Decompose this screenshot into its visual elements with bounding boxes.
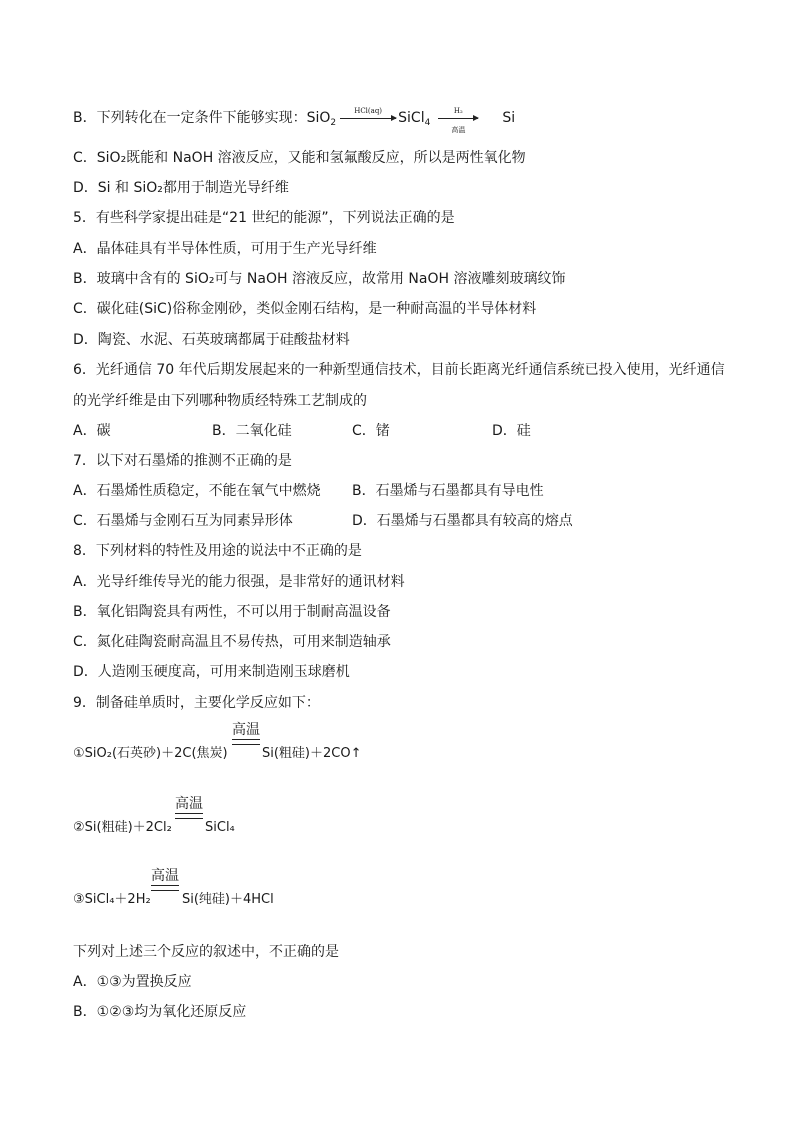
q4-option-b [73,106,516,134]
arrow-reagent-label: HCl(aq) [354,106,383,115]
q8-option-d: D．人造刚玉硬度高，可用来制造刚玉球磨机 [73,664,350,680]
reaction-arrow [340,106,396,119]
q6-option-d: D．硅 [492,423,531,439]
q6-stem-line1: 6．光纤通信 70 年代后期发展起来的一种新型通信技术，目前长距离光纤通信系统已投入使用，光纤通信 [73,362,725,378]
q6-option-a: A．碳 [73,423,111,439]
q5-option-b: B．玻璃中含有的 SiO₂可与 NaOH 溶液反应，故常用 NaOH 溶液雕刻玻璃纹饰 [73,271,566,287]
q9-ask: 下列对上述三个反应的叙述中，不正确的是 [73,944,339,960]
reaction-1-condition: 高温 [232,722,260,745]
subscript: 2 [330,118,337,128]
q6-stem-line2: 的光学纤维是由下列哪种物质经特殊工艺制成的 [73,393,367,409]
arrow-reagent-label: H₂ [453,106,463,115]
q7-stem: 7．以下对石墨烯的推测不正确的是 [73,453,292,469]
q5-stem: 5．有些科学家提出硅是“21 世纪的能源”，下列说法正确的是 [73,210,455,226]
arrow-condition-label: 高温 [451,125,466,134]
q5-option-d: D．陶瓷、水泥、石英玻璃都属于硅酸盐材料 [73,332,350,348]
q4-option-c: C．SiO₂既能和 NaOH 溶液反应，又能和氢氟酸反应，所以是两性氧化物 [73,150,526,166]
q4-option-d: D．Si 和 SiO₂都用于制造光导纤维 [73,180,289,196]
reaction-2-left: ②Si(粗硅)＋2Cl₂ [73,820,172,835]
reaction-arrow [438,106,478,134]
q5-option-a: A．晶体硅具有半导体性质，可用于生产光导纤维 [73,241,377,257]
q5-option-c: C．碳化硅(SiC)俗称金刚砂，类似金刚石结构，是一种耐高温的半导体材料 [73,301,537,317]
q9-stem: 9．制备硅单质时，主要化学反应如下： [73,695,320,711]
reaction-1-right: Si(粗硅)＋2CO↑ [262,746,362,761]
q7-option-a: A．石墨烯性质稳定，不能在氧气中燃烧 [73,483,321,499]
reaction-3-left: ③SiCl₄＋2H₂ [73,892,151,907]
reaction-3-right: Si(纯硅)＋4HCl [182,892,274,907]
q7-option-b: B．石墨烯与石墨都具有导电性 [352,483,544,499]
q4-option-b-mid: SiCl [398,110,425,126]
q8-stem: 8．下列材料的特性及用途的说法中不正确的是 [73,543,362,559]
reaction-3-condition: 高温 [151,868,179,891]
q9-option-b: B．①②③均为氧化还原反应 [73,1004,247,1020]
q4-option-b-end: Si [502,110,516,126]
q7-option-d: D．石墨烯与石墨都具有较高的熔点 [352,513,573,529]
q8-option-b: B．氧化铝陶瓷具有两性，不可以用于制耐高温设备 [73,604,391,620]
q6-option-c: C．锗 [352,423,390,439]
q8-option-c: C．氮化硅陶瓷耐高温且不易传热，可用来制造轴承 [73,634,391,650]
q7-option-c: C．石墨烯与金刚石互为同素异形体 [73,513,293,529]
q4-option-b-prefix: B．下列转化在一定条件下能够实现：SiO [73,110,331,126]
q8-option-a: A．光导纤维传导光的能力很强，是非常好的通讯材料 [73,574,405,590]
subscript: 4 [424,118,431,128]
reaction-2-condition: 高温 [175,796,203,819]
reaction-2-right: SiCl₄ [205,820,235,835]
q6-option-b: B．二氧化硅 [212,423,292,439]
q9-option-a: A．①③为置换反应 [73,974,192,990]
reaction-1-left: ①SiO₂(石英砂)＋2C(焦炭) [73,746,228,761]
